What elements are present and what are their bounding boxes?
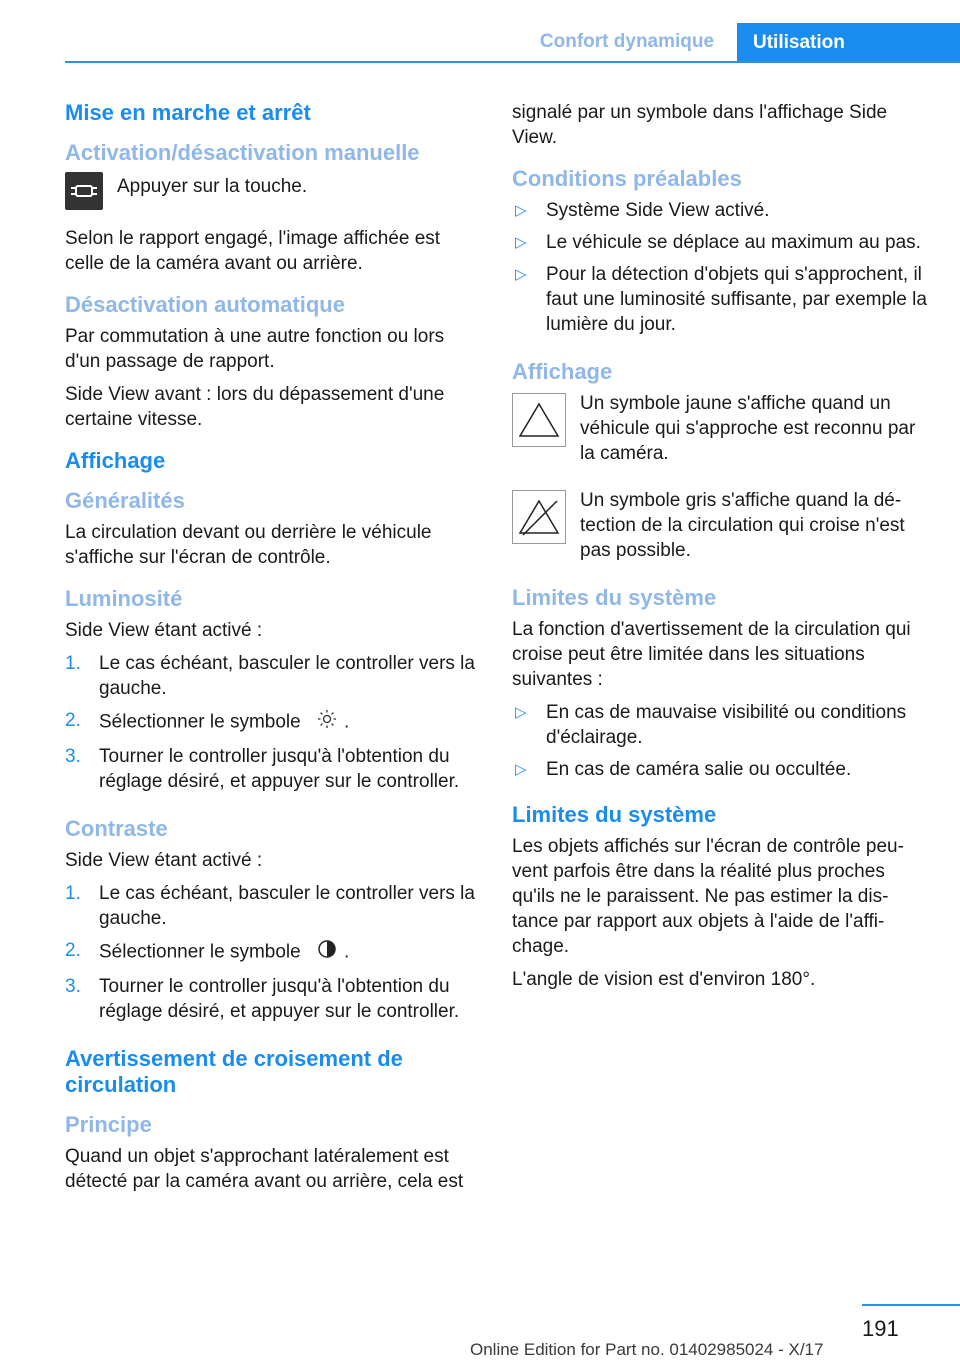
paragraph-continued: signalé par un symbole dans l'affichage Side View. bbox=[512, 102, 888, 148]
bullet-triangle-icon: ▷ bbox=[515, 761, 527, 778]
step-number: 2. bbox=[65, 710, 81, 731]
paragraph-auto-1: Par commutation à une autre fonction ou lors d'un passage de rapport. bbox=[65, 326, 445, 372]
list-item bbox=[65, 938, 480, 967]
heading-avertissement: Avertissement de croisement de circulation bbox=[65, 1046, 403, 1097]
step-text: Le cas échéant, basculer le controller vers la gauche. bbox=[99, 883, 475, 929]
heading-affichage-right: Affichage bbox=[512, 359, 613, 384]
list-text: En cas de mauvaise visibilité ou conditions d'éclairage. bbox=[546, 702, 907, 748]
heading-contraste: Contraste bbox=[65, 816, 168, 841]
heading-conditions: Conditions préalables bbox=[512, 166, 742, 191]
step-number: 3. bbox=[65, 976, 81, 997]
contrast-steps bbox=[65, 881, 480, 1024]
step-text: Le cas échéant, basculer le controller vers la gauche. bbox=[99, 653, 475, 699]
list-item bbox=[512, 757, 927, 782]
step-number: 2. bbox=[65, 940, 81, 961]
step-text: Tourner le controller jusqu'à l'obtention du réglage désiré, et appuyer sur le controller. bbox=[99, 976, 460, 1022]
grey-symbol-text: Un symbole gris s'affiche quand la détection de la circulation qui croise n'est pas possible. bbox=[580, 490, 905, 561]
paragraph-limits-2: Les objets affichés sur l'écran de contrôle peuvent parfois être dans la réalité plus proches qu'ils ne le paraissent. Ne pas estimer la distance par rapport aux objets à l'aide de l'affichage. bbox=[512, 836, 904, 957]
step-text: Tourner le controller jusqu'à l'obtention du réglage désiré, et appuyer sur le controller. bbox=[99, 746, 460, 792]
step-text: Sélectionner le symbole bbox=[99, 941, 301, 963]
yellow-symbol-text: Un symbole jaune s'affiche quand un véhicule qui s'approche est reconnu par la caméra. bbox=[580, 393, 916, 464]
paragraph-principle: Quand un objet s'approchant latéralement est détecté par la caméra avant ou arrière, cela est bbox=[65, 1146, 464, 1192]
brightness-steps bbox=[65, 651, 480, 794]
brightness-sun-icon bbox=[316, 708, 338, 737]
list-text: Système Side View activé. bbox=[546, 200, 770, 221]
step-number: 1. bbox=[65, 653, 81, 674]
paragraph-limits: La fonction d'avertissement de la circulation qui croise peut être limitée dans les situations suivantes : bbox=[512, 619, 911, 690]
list-item bbox=[512, 262, 927, 337]
edition-text: Online Edition for Part no. 01402985024 - X/17 bbox=[470, 1340, 824, 1359]
step-suffix: . bbox=[344, 711, 350, 733]
right-column bbox=[512, 100, 927, 1000]
paragraph-angle: L'angle de vision est d'environ 180°. bbox=[512, 969, 816, 990]
yellow-symbol-row bbox=[512, 391, 927, 466]
section-tab-confort: Confort dynamique bbox=[522, 23, 732, 61]
list-text: Pour la détection d'objets qui s'approchent, il faut une luminosité suffisante, par exemple la lumière du jour. bbox=[546, 264, 927, 335]
step-suffix: . bbox=[344, 941, 350, 963]
list-text: En cas de caméra salie ou occultée. bbox=[546, 759, 852, 780]
heading-generalites: Généralités bbox=[65, 488, 185, 513]
paragraph-brightness: Side View étant activé : bbox=[65, 620, 263, 641]
heading-limites-2: Limites du système bbox=[512, 802, 717, 827]
bullet-triangle-icon: ▷ bbox=[515, 202, 527, 219]
page-header bbox=[0, 23, 960, 63]
warning-triangle-crossed-icon bbox=[512, 490, 566, 544]
list-item bbox=[512, 198, 927, 223]
list-item bbox=[65, 744, 480, 794]
heading-desactivation-auto: Désactivation automatique bbox=[65, 292, 345, 317]
list-item bbox=[65, 881, 480, 931]
paragraph-contrast: Side View étant activé : bbox=[65, 850, 263, 871]
bullet-triangle-icon: ▷ bbox=[515, 234, 527, 251]
grey-symbol-row bbox=[512, 488, 927, 563]
heading-mise-en-marche: Mise en marche et arrêt bbox=[65, 100, 311, 125]
step-number: 3. bbox=[65, 746, 81, 767]
step-text: Sélectionner le symbole bbox=[99, 711, 301, 733]
list-item bbox=[512, 700, 927, 750]
warning-triangle-icon bbox=[512, 393, 566, 447]
conditions-list bbox=[512, 198, 927, 337]
list-item bbox=[65, 708, 480, 737]
section-tab-utilisation: Utilisation bbox=[737, 23, 960, 63]
heading-luminosite: Luminosité bbox=[65, 586, 183, 611]
footer-rule bbox=[862, 1304, 960, 1306]
bullet-triangle-icon: ▷ bbox=[515, 266, 527, 283]
bullet-triangle-icon: ▷ bbox=[515, 704, 527, 721]
list-item bbox=[65, 651, 480, 701]
side-view-button-icon bbox=[65, 172, 103, 210]
limits-list bbox=[512, 700, 927, 782]
header-rule bbox=[65, 61, 960, 63]
paragraph-general: La circulation devant ou derrière le véhicule s'affiche sur l'écran de contrôle. bbox=[65, 522, 432, 568]
left-column bbox=[65, 100, 480, 1202]
page-number: 191 bbox=[862, 1316, 899, 1341]
paragraph-gear: Selon le rapport engagé, l'image affichée est celle de la caméra avant ou arrière. bbox=[65, 228, 441, 274]
list-text: Le véhicule se déplace au maximum au pas. bbox=[546, 232, 921, 253]
heading-principe: Principe bbox=[65, 1112, 152, 1137]
button-instruction bbox=[65, 172, 480, 210]
list-item bbox=[65, 974, 480, 1024]
heading-affichage: Affichage bbox=[65, 448, 166, 473]
step-number: 1. bbox=[65, 883, 81, 904]
list-item bbox=[512, 230, 927, 255]
heading-limites-1: Limites du système bbox=[512, 585, 717, 610]
press-button-text: Appuyer sur la touche. bbox=[117, 176, 308, 197]
heading-activation-manuelle: Activation/désactivation manuelle bbox=[65, 140, 420, 165]
contrast-icon bbox=[316, 938, 338, 967]
paragraph-auto-2: Side View avant : lors du dépassement d'une certaine vitesse. bbox=[65, 384, 445, 430]
